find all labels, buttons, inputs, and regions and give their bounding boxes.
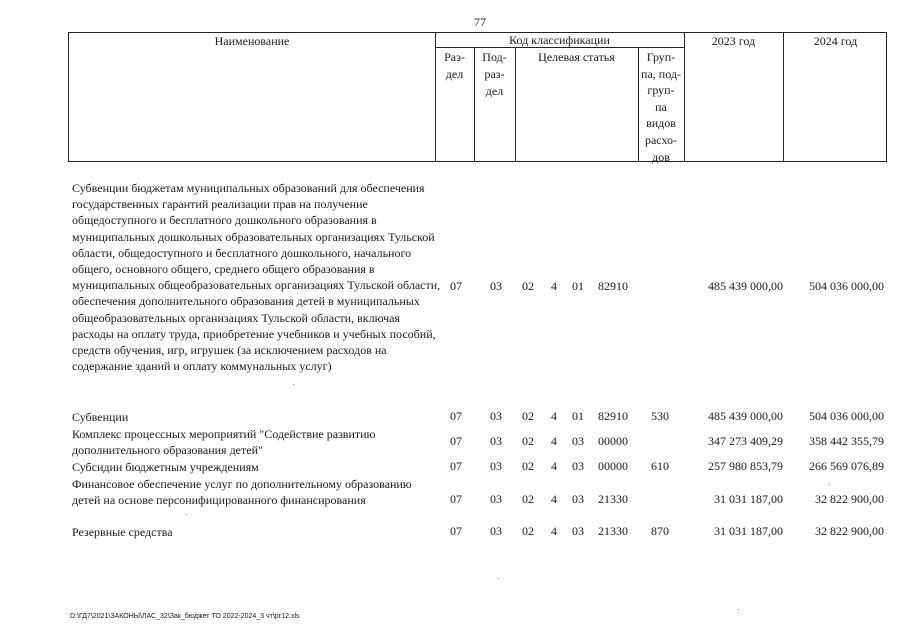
cell-target-4: 00000 bbox=[598, 459, 628, 473]
row-name: Субсидии бюджетным учреждениям bbox=[72, 460, 259, 474]
cell-target-3: 01 bbox=[572, 409, 584, 423]
header-2024: 2024 год bbox=[813, 34, 858, 48]
cell-2024: 32 822 900,00 bbox=[815, 492, 884, 506]
footer-file-path: D:\ГД7\2021\ЗАКОНЫ\ЛАС_32\Зак_бюджет ТО 2022-2024_3 чт\рг12.xls bbox=[70, 613, 300, 620]
row-name: Резервные средства bbox=[72, 525, 173, 539]
cell-razdel: 07 bbox=[450, 279, 462, 293]
cell-2024: 32 822 900,00 bbox=[815, 524, 884, 538]
cell-2024: 358 442 355,79 bbox=[809, 434, 884, 448]
header-target: Целевая статья bbox=[538, 50, 615, 64]
cell-razdel: 07 bbox=[450, 459, 462, 473]
cell-podrazdel: 03 bbox=[490, 279, 502, 293]
cell-podrazdel: 03 bbox=[490, 434, 502, 448]
cell-2023: 31 031 187,00 bbox=[714, 524, 783, 538]
cell-target-1: 02 bbox=[522, 524, 534, 538]
row-name: Финансовое обеспечение услуг по дополнительному образованию детей на основе персонифицированного финансирования bbox=[72, 477, 412, 508]
cell-target-4: 00000 bbox=[598, 434, 628, 448]
cell-target-2: 4 bbox=[551, 434, 557, 448]
header-group-line: видов bbox=[646, 116, 676, 131]
cell-target-2: 4 bbox=[551, 524, 557, 538]
col-divider bbox=[684, 33, 685, 161]
cell-target-3: 01 bbox=[572, 279, 584, 293]
header-podrazdel-line: дел bbox=[485, 84, 504, 98]
page-number: 77 bbox=[474, 15, 486, 29]
header-group-line: груп- bbox=[647, 83, 675, 98]
cell-target-2: 4 bbox=[551, 409, 557, 423]
row-name: Субвенции бюджетам муниципальных образований для обеспечения государственных гарантий реализации прав на получение общедоступного и бесплатного дошкольного образования в муниципальных дошкольных образовательных организациях Тульской области, общедоступного и бесплатного дошкольного, начального общего, основного общего, среднего общего образования в муниципальных общеобразовательных организациях Тульской области, обеспечения дополнительного образования детей в муниципальных общеобразовательных организациях Тульской области, включая расходы на оплату труда, приобретение учебников и учебных пособий, средств обучения, игр, игрушек (за исключением расходов на содержание зданий и оплату коммунальных услуг) bbox=[72, 181, 441, 374]
header-razdel bbox=[435, 49, 474, 83]
header-2023: 2023 год bbox=[711, 34, 756, 48]
cell-2023: 31 031 187,00 bbox=[714, 492, 783, 506]
header-group-line: дов bbox=[652, 149, 670, 164]
header-group-line: Груп- bbox=[646, 50, 676, 64]
cell-target-2: 4 bbox=[551, 459, 557, 473]
scan-speck bbox=[498, 578, 499, 579]
cell-target-1: 02 bbox=[522, 459, 534, 473]
header-podrazdel-line: Под- bbox=[482, 50, 507, 64]
cell-target-1: 02 bbox=[522, 434, 534, 448]
header-razdel-line: дел bbox=[445, 67, 464, 81]
cell-razdel: 07 bbox=[450, 524, 462, 538]
cell-target-2: 4 bbox=[551, 279, 557, 293]
cell-target-3: 03 bbox=[572, 492, 584, 506]
col-divider bbox=[783, 33, 784, 161]
cell-2023: 257 980 853,79 bbox=[708, 459, 783, 473]
cell-target-2: 4 bbox=[551, 492, 557, 506]
header-group-line: па, под- bbox=[641, 66, 681, 81]
header-name: Наименование bbox=[214, 34, 290, 48]
cell-target-1: 02 bbox=[522, 409, 534, 423]
cell-podrazdel: 03 bbox=[490, 459, 502, 473]
cell-target-4: 82910 bbox=[598, 279, 628, 293]
cell-group: 610 bbox=[651, 459, 669, 473]
cell-razdel: 07 bbox=[450, 434, 462, 448]
cell-podrazdel: 03 bbox=[490, 492, 502, 506]
cell-razdel: 07 bbox=[450, 409, 462, 423]
header-razdel-line: Раз- bbox=[444, 50, 465, 64]
cell-2024: 504 036 000,00 bbox=[809, 409, 884, 423]
cell-group: 530 bbox=[651, 409, 669, 423]
cell-group: 870 bbox=[651, 524, 669, 538]
cell-2024: 504 036 000,00 bbox=[809, 279, 884, 293]
cell-target-3: 03 bbox=[572, 459, 584, 473]
cell-2023: 485 439 000,00 bbox=[708, 409, 783, 423]
row-name: Субвенции bbox=[72, 410, 129, 424]
cell-target-1: 02 bbox=[522, 492, 534, 506]
cell-2024: 266 569 076,89 bbox=[809, 459, 884, 473]
cell-2023: 485 439 000,00 bbox=[708, 279, 783, 293]
header-podrazdel bbox=[474, 49, 515, 100]
cell-target-1: 02 bbox=[522, 279, 534, 293]
scan-speck bbox=[738, 609, 739, 610]
table-header bbox=[68, 32, 887, 162]
scan-speck bbox=[829, 484, 830, 485]
cell-2023: 347 273 409,29 bbox=[708, 434, 783, 448]
cell-podrazdel: 03 bbox=[490, 524, 502, 538]
header-group-line: па bbox=[655, 99, 667, 114]
header-classification: Код классификации bbox=[509, 33, 610, 47]
cell-razdel: 07 bbox=[450, 492, 462, 506]
header-group-line: расхо- bbox=[644, 132, 678, 147]
scan-speck bbox=[186, 514, 187, 515]
cell-target-4: 82910 bbox=[598, 409, 628, 423]
cell-target-3: 03 bbox=[572, 524, 584, 538]
cell-target-3: 03 bbox=[572, 434, 584, 448]
scan-speck bbox=[293, 384, 294, 385]
cell-target-4: 21330 bbox=[598, 524, 628, 538]
cell-target-4: 21330 bbox=[598, 492, 628, 506]
cell-podrazdel: 03 bbox=[490, 409, 502, 423]
row-name: Комплекс процессных мероприятий "Содействие развитию дополнительного образования детей" bbox=[72, 427, 376, 458]
header-podrazdel-line: раз- bbox=[484, 67, 505, 81]
header-group bbox=[638, 49, 684, 165]
